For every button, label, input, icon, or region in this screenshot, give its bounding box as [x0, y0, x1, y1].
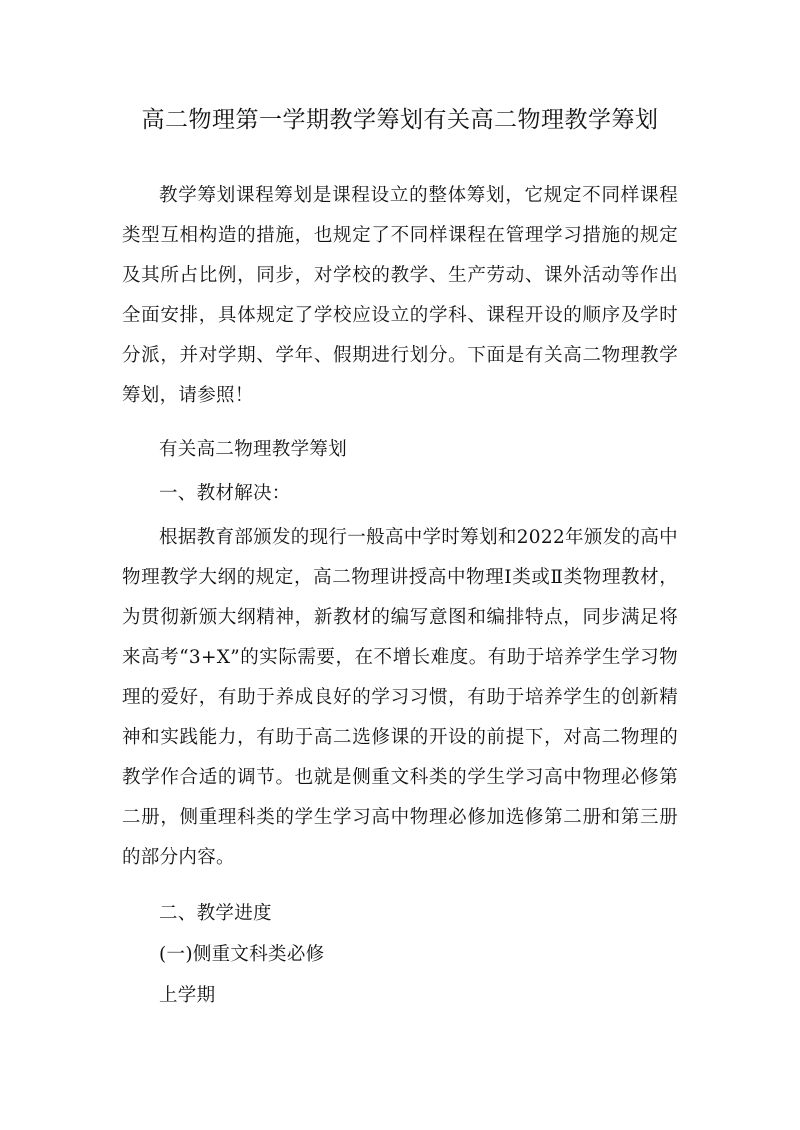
section-2-title: 二、教学进度	[159, 903, 272, 924]
section-1-title: 一、教材解决：	[159, 483, 291, 504]
section-1-body: 根据教育部颁发的现行一般高中学时筹划和2022年颁发的高中物理教学大纲的规定，高二物理讲授高中物理Ⅰ类或Ⅱ类物理教材，为贯彻新颁大纲精神，新教材的编写意图和编排特点，同步满足将来高考“3+X”的实际需要，在不增长难度。有助于培养学生学习物理的爱好，有助于养成良好的学习习惯，有助于培养学生的创新精神和实践能力，有助于高二选修课的开设的前提下，对高二物理的教学作合适的调节。也就是侧重文科类的学生学习高中物理必修第二册，侧重理科类的学生学习高中物理必修加选修第二册和第三册的部分内容。	[122, 527, 678, 868]
subsection-1-title: (一)侧重文科类必修	[159, 944, 325, 965]
term-label: 上学期	[159, 985, 216, 1006]
intro-paragraph: 教学筹划课程筹划是课程设立的整体筹划，它规定不同样课程类型互相构造的措施，也规定了不同样课程在管理学习措施的规定及其所占比例，同步，对学校的教学、生产劳动、课外活动等作出全面安排，具体规定了学校应设立的学科、课程开设的顺序及学时分派，并对学期、学年、假期进行划分。下面是有关高二物理教学筹划，请参照！	[122, 185, 678, 406]
document-title: 高二物理第一学期教学筹划有关高二物理教学筹划	[141, 107, 659, 133]
section-heading: 有关高二物理教学筹划	[159, 439, 348, 460]
